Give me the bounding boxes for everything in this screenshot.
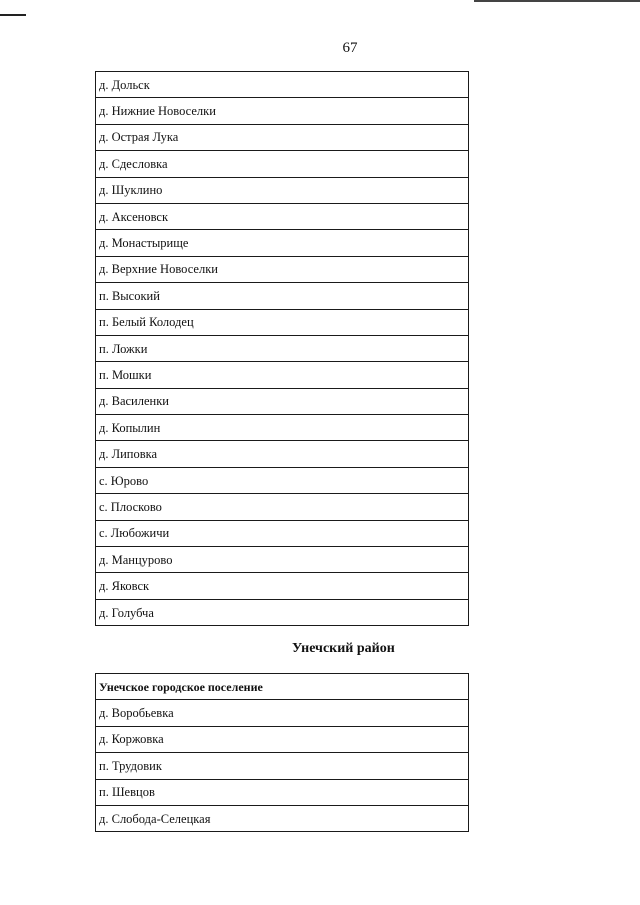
table-row	[96, 726, 469, 752]
table-cell: с. Юрово	[96, 467, 469, 493]
table-header-row	[96, 674, 469, 700]
table-row	[96, 283, 469, 309]
scan-edge-mark-left	[0, 14, 26, 16]
settlements-table	[95, 71, 469, 626]
table-row	[96, 547, 469, 573]
table-row	[96, 151, 469, 177]
table-row	[96, 124, 469, 150]
table-header-cell: Унечское городское поселение	[96, 674, 469, 700]
table-row	[96, 362, 469, 388]
table-cell: с. Плосково	[96, 494, 469, 520]
table-cell: д. Монастырище	[96, 230, 469, 256]
table-row	[96, 98, 469, 124]
table-row	[96, 573, 469, 599]
table-row	[96, 230, 469, 256]
table-row	[96, 388, 469, 414]
section-heading: Унечский район	[292, 641, 395, 656]
table-cell: д. Воробьевка	[96, 700, 469, 726]
table-row	[96, 256, 469, 282]
table-cell: с. Любожичи	[96, 520, 469, 546]
page-number: 67	[342, 40, 358, 56]
table-cell: д. Яковск	[96, 573, 469, 599]
table-row	[96, 467, 469, 493]
table-row	[96, 779, 469, 805]
table-row	[96, 520, 469, 546]
table-cell: п. Мошки	[96, 362, 469, 388]
table-cell: д. Манцурово	[96, 547, 469, 573]
table-row	[96, 72, 469, 98]
table-cell: д. Верхние Новоселки	[96, 256, 469, 282]
table-row	[96, 177, 469, 203]
table-cell: д. Василенки	[96, 388, 469, 414]
table-cell: д. Нижние Новоселки	[96, 98, 469, 124]
table-cell: п. Белый Колодец	[96, 309, 469, 335]
table-row	[96, 805, 469, 831]
table-cell: д. Дольск	[96, 72, 469, 98]
table-cell: п. Трудовик	[96, 753, 469, 779]
table-cell: д. Аксеновск	[96, 203, 469, 229]
table-row	[96, 753, 469, 779]
table-cell: д. Слобода-Селецкая	[96, 805, 469, 831]
table-row	[96, 415, 469, 441]
table-row	[96, 309, 469, 335]
table-row	[96, 494, 469, 520]
table-cell: д. Копылин	[96, 415, 469, 441]
scan-edge-mark-right	[474, 0, 640, 2]
table-cell: д. Острая Лука	[96, 124, 469, 150]
table-row	[96, 335, 469, 361]
table-row	[96, 700, 469, 726]
table-cell: п. Шевцов	[96, 779, 469, 805]
table-row	[96, 441, 469, 467]
table-row	[96, 203, 469, 229]
table-cell: д. Голубча	[96, 599, 469, 625]
table-cell: д. Шуклино	[96, 177, 469, 203]
table-cell: д. Липовка	[96, 441, 469, 467]
table-cell: п. Высокий	[96, 283, 469, 309]
table-cell: п. Ложки	[96, 335, 469, 361]
table-row	[96, 599, 469, 625]
table-cell: д. Сдесловка	[96, 151, 469, 177]
table-cell: д. Коржовка	[96, 726, 469, 752]
district-settlements-table	[95, 673, 469, 832]
